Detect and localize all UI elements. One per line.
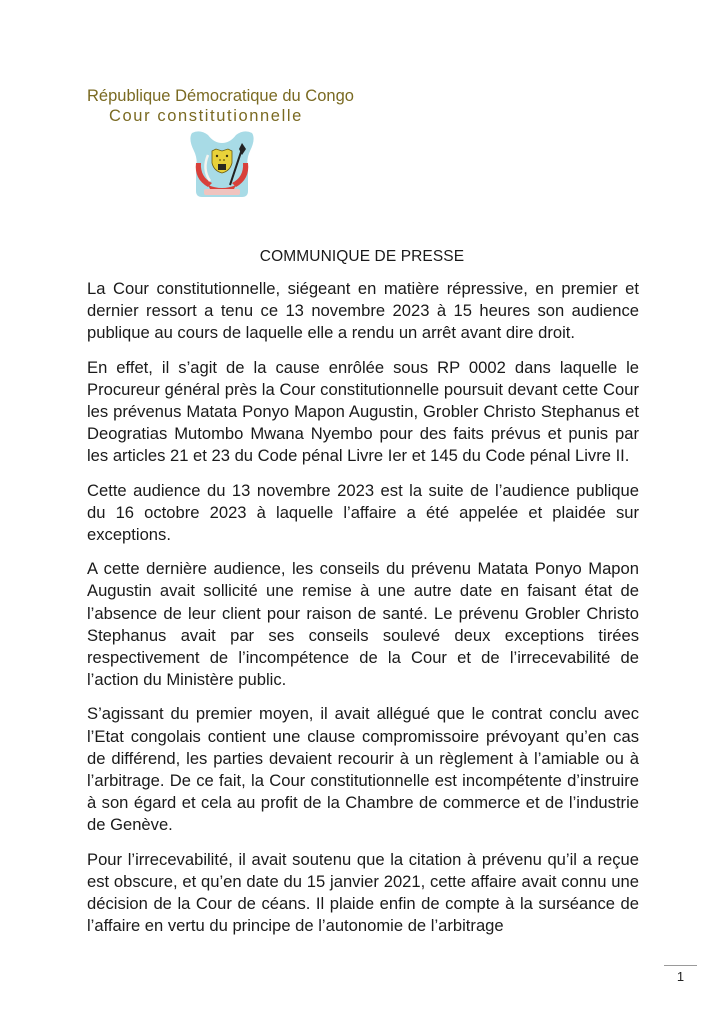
paragraph: Pour l’irrecevabilité, il avait soutenu que la citation à prévenu qu’il a reçue est obscure, et qu’en date du 15 janvier 2021, cette affaire avait connu une décision de la Cour de céans. Il plaide enfin de compte à la surséance de l’affaire en vertu du principe de l’autonomie de l’arbitrage (87, 849, 639, 936)
letterhead (87, 86, 354, 126)
paragraph: A cette dernière audience, les conseils du prévenu Matata Ponyo Mapon Augustin avait sollicité une remise à une autre date en faisant état de l’absence de leur client pour raison de santé. Le prévenu Grobler Christo Stephanus avait par ses conseils soulevé deux exceptions tirées respectivement de l’incompétence de la Cour et de l’irrecevabilité de l’action du Ministère public. (87, 559, 639, 690)
paragraph: Cette audience du 13 novembre 2023 est la suite de l’audience publique du 16 octobre 2023 à laquelle l’affaire a été appelée et plaidée sur exceptions. (87, 480, 639, 545)
page-title: COMMUNIQUE DE PRESSE (259, 248, 465, 265)
court-name: Cour constitutionnelle (109, 107, 303, 125)
document-body (87, 278, 639, 949)
paragraph: S’agissant du premier moyen, il avait allégué que le contrat conclu avec l’Etat congolais contient une clause compromissoire prévoyant qu’en cas de différend, les parties devaient recourir à un règlement à l’amiable ou à l’arbitrage. De ce fait, la Cour constitutionnelle est incompétente d’instruire à son égard et cela au profit de la Chambre de commerce et de l’industrie de Genève. (87, 704, 639, 835)
footer-divider (664, 965, 697, 966)
drc-coat-of-arms-icon (186, 129, 258, 199)
paragraph: En effet, il s’agit de la cause enrôlée sous RP 0002 dans laquelle le Procureur général près la Cour constitutionnelle poursuit devant cette Cour les prévenus Matata Ponyo Mapon Augustin, Grobler Christo Stephanus et Deogratias Mutombo Mwana Nyembo pour des faits prévus et punis par les articles 21 et 23 du Code pénal Livre Ier et 145 du Code pénal Livre II. (87, 357, 639, 466)
page-number: 1 (676, 969, 685, 984)
paragraph: La Cour constitutionnelle, siégeant en matière répressive, en premier et dernier ressort a tenu ce 13 novembre 2023 à 15 heures son audience publique au cours de laquelle elle a rendu un arrêt avant dire droit. (87, 279, 639, 343)
country-name: République Démocratique du Congo (87, 87, 354, 105)
